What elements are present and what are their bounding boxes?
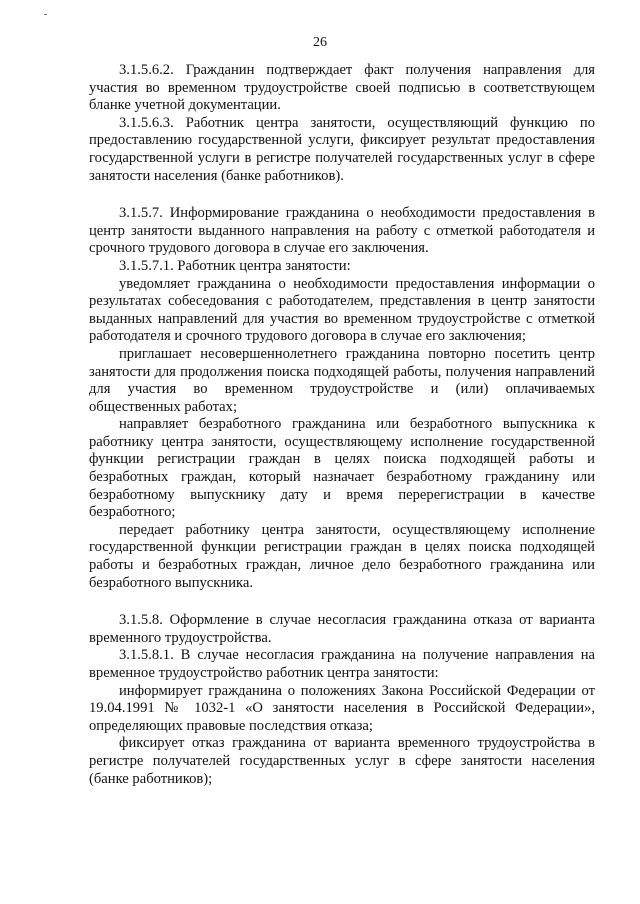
list-item-transfer-file: передает работнику центра занятости, осуществляющему исполнение государственной функции регистрации граждан в целях поиска подходящей работы и безработных граждан, личное дело безработного гражданина или безработного выпускника. (89, 521, 595, 591)
document-body (89, 62, 595, 788)
paragraph-spacer (89, 592, 595, 612)
list-item-notify-citizen: уведомляет гражданина о необходимости предоставления информации о результатах собеседования с работодателем, представления в центр занятости выданных направлений для участия во временном трудоустройстве с отметкой работодателя и срочного трудового договора в случае его заключения; (89, 275, 595, 345)
paragraph-spacer (89, 185, 595, 205)
paragraph-3-1-5-7-1: 3.1.5.7.1. Работник центра занятости: (119, 257, 351, 274)
paragraph-3-1-5-7: 3.1.5.7. Информирование гражданина о необходимости предоставления в центр занятости выданного направления на работу с отметкой работодателя и срочного трудового договора в случае его заключения. (89, 205, 595, 257)
paragraph-3-1-5-8: 3.1.5.8. Оформление в случае несогласия гражданина отказа от варианта временного трудоустройства. (89, 612, 595, 646)
list-item-direct-unemployed: направляет безработного гражданина или безработного выпускника к работнику центра занятости, осуществляющему исполнение государственной функции регистрации граждан в целях поиска подходящей работы и безработных граждан, который назначает безработному гражданину или безработному выпускнику дату и время перерегистрации в качестве безработного; (89, 416, 595, 521)
list-item-record-refusal: фиксирует отказ гражданина от варианта временного трудоустройства в регистре получателей государственных услуг в сфере занятости населения (банке работников); (89, 735, 595, 787)
list-item-invite-minor: приглашает несовершеннолетнего гражданина повторно посетить центр занятости для продолжения поиска подходящей работы, получения направлений для участия во временном трудоустройстве и (или) оплачиваемых общественных работах; (89, 345, 595, 415)
scan-mark (44, 14, 47, 15)
paragraph-3-1-5-6-2: 3.1.5.6.2. Гражданин подтверждает факт получения направления для участия во временном трудоустройстве своей подписью в соответствующем бланке учетной документации. (89, 62, 595, 114)
paragraph-3-1-5-8-1: 3.1.5.8.1. В случае несогласия гражданина на получение направления на временное трудоустройство работник центра занятости: (89, 647, 595, 681)
page-number: 26 (313, 35, 327, 50)
paragraph-3-1-5-6-3: 3.1.5.6.3. Работник центра занятости, осуществляющий функцию по предоставлению государственной услуги, фиксирует результат предоставления государственной услуги в регистре получателей государственных услуг в сфере занятости населения (банке работников). (89, 114, 595, 184)
list-item-inform-law: информирует гражданина о положениях Закона Российской Федерации от 19.04.1991 № 1032-1 «О занятости населения в Российской Федерации», определяющих правовые последствия отказа; (89, 682, 595, 734)
